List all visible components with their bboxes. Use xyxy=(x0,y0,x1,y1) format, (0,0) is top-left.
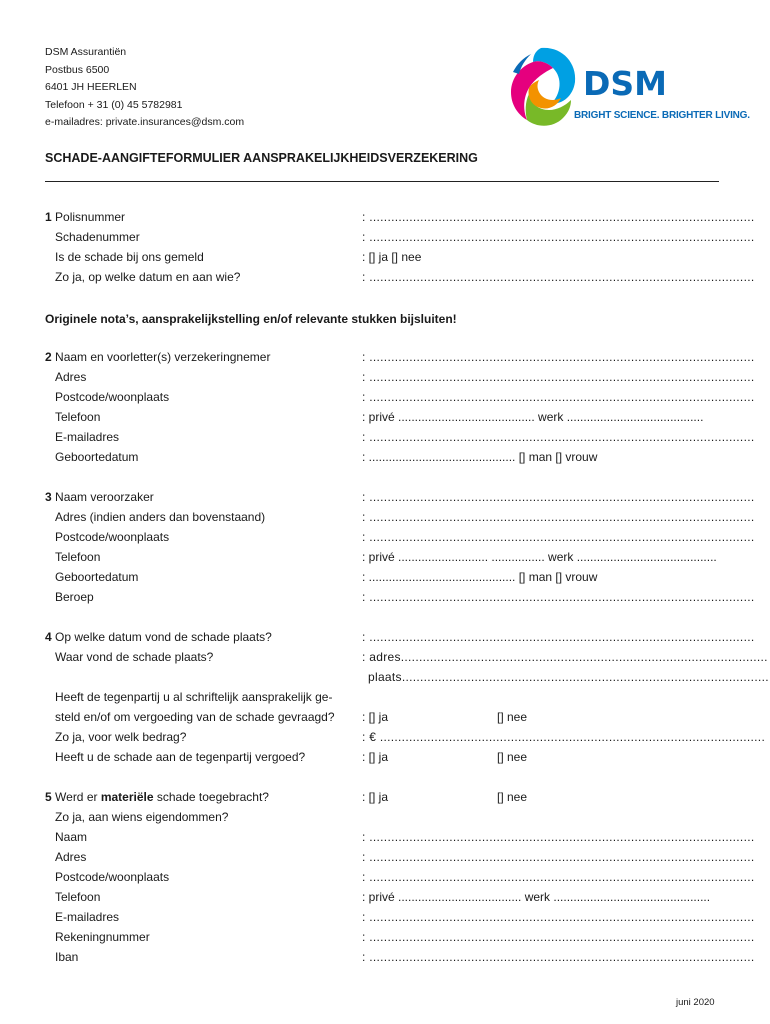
schadedatum-label: 4 Op welke datum vond de schade plaats? xyxy=(45,630,272,644)
tegenpartij-nee-checkbox[interactable]: [] nee xyxy=(497,710,528,724)
address-postbus: Postbus 6500 xyxy=(45,63,110,76)
row-postcode xyxy=(0,390,770,410)
wiens-label: Zo ja, aan wiens eigendommen? xyxy=(55,810,229,824)
tegenpartij-ja-checkbox[interactable]: : [] ja xyxy=(362,710,389,724)
form-title: SCHADE-AANGIFTEFORMULIER AANSPRAKELIJKHEIDSVERZEKERING xyxy=(45,151,478,165)
row-postcode-veroorzaker xyxy=(0,530,770,550)
gemeld-label: Is de schade bij ons gemeld xyxy=(55,250,204,264)
email-label: E-mailadres xyxy=(55,430,120,444)
row-bedrag xyxy=(0,730,770,750)
row-wiens xyxy=(0,810,770,830)
materiele-ja-checkbox[interactable]: : [] ja xyxy=(362,790,389,804)
postcode-field[interactable]: : .......................................................................................................... xyxy=(362,390,755,404)
row-rekeningnummer xyxy=(0,930,770,950)
naam-veroorzaker-label: 3 Naam veroorzaker xyxy=(45,490,154,504)
zoja-field[interactable]: : .......................................................................................................... xyxy=(362,270,755,284)
row-adres-veroorzaker xyxy=(0,510,770,530)
polisnummer-label: 1 Polisnummer xyxy=(45,210,126,224)
row-polisnummer xyxy=(0,210,770,230)
adres-veroorzaker-label: Adres (indien anders dan bovenstaand) xyxy=(55,510,266,524)
address-phone: Telefoon + 31 (0) 45 5782981 xyxy=(45,98,183,111)
address-email: e-mailadres: private.insurances@dsm.com xyxy=(45,116,245,128)
geboortedatum-field[interactable]: : ............................................ [] man [] vrouw xyxy=(362,450,598,464)
postcode-veroorzaker-field[interactable]: : .......................................................................................................... xyxy=(362,530,755,544)
materiele-schade-label: 5 Werd er materiële schade toegebracht? xyxy=(45,790,269,804)
attachments-note: Originele nota’s, aansprakelijkstelling en/of relevante stukken bijsluiten! xyxy=(45,312,457,326)
adres-label: Adres xyxy=(55,370,87,384)
row-telefoon-veroorzaker xyxy=(0,550,770,570)
row-naam-veroorzaker xyxy=(0,490,770,510)
rekeningnummer-label: Rekeningnummer xyxy=(55,930,150,944)
logo-tagline: BRIGHT SCIENCE. BRIGHTER LIVING. xyxy=(574,110,750,121)
footer-date: juni 2020 xyxy=(676,997,715,1008)
eigenaar-email-field[interactable]: : .......................................................................................................... xyxy=(362,910,755,924)
row-schadenummer xyxy=(0,230,770,250)
eigenaar-postcode-label: Postcode/woonplaats xyxy=(55,870,170,884)
adres-veroorzaker-field[interactable]: : .......................................................................................................... xyxy=(362,510,755,524)
row-eigenaar-email xyxy=(0,910,770,930)
row-naam-verzekeringnemer xyxy=(0,350,770,370)
schadeplaats-label: Waar vond de schade plaats? xyxy=(55,650,214,664)
telefoon-veroorzaker-field[interactable]: : privé ........................... ................ werk .......................................... xyxy=(362,550,717,564)
tegenpartij-label-2: steld en/of om vergoeding van de schade gevraagd? xyxy=(55,710,335,724)
schadenummer-label: Schadenummer xyxy=(55,230,140,244)
dsm-logo xyxy=(503,44,750,132)
email-field[interactable]: : .......................................................................................................... xyxy=(362,430,755,444)
schadeplaats-adres-field[interactable]: : adres..................................................................................................... xyxy=(362,650,768,664)
iban-label: Iban xyxy=(55,950,79,964)
address-company: DSM Assurantiën xyxy=(45,46,127,58)
row-eigenaar-adres xyxy=(0,850,770,870)
row-email xyxy=(0,430,770,450)
eigenaar-telefoon-label: Telefoon xyxy=(55,890,101,904)
naam-veroorzaker-field[interactable]: : .......................................................................................................... xyxy=(362,490,755,504)
eigenaar-email-label: E-mailadres xyxy=(55,910,120,924)
gemeld-checkboxes[interactable]: : [] ja [] nee xyxy=(362,250,422,264)
geboortedatum-veroorzaker-label: Geboortedatum xyxy=(55,570,139,584)
eigenaar-naam-label: Naam xyxy=(55,830,88,844)
row-schadedatum xyxy=(0,630,770,650)
row-tegenpartij-1 xyxy=(0,690,770,710)
row-adres xyxy=(0,370,770,390)
vergoed-nee-checkbox[interactable]: [] nee xyxy=(497,750,528,764)
row-geboortedatum-veroorzaker xyxy=(0,570,770,590)
row-eigenaar-naam xyxy=(0,830,770,850)
title-divider xyxy=(45,181,719,182)
eigenaar-naam-field[interactable]: : .......................................................................................................... xyxy=(362,830,755,844)
eigenaar-adres-field[interactable]: : .......................................................................................................... xyxy=(362,850,755,864)
row-telefoon xyxy=(0,410,770,430)
beroep-field[interactable]: : .......................................................................................................... xyxy=(362,590,755,604)
row-schadeplaats-plaats xyxy=(0,670,770,690)
materiele-nee-checkbox[interactable]: [] nee xyxy=(497,790,528,804)
eigenaar-adres-label: Adres xyxy=(55,850,87,864)
rekeningnummer-field[interactable]: : .......................................................................................................... xyxy=(362,930,755,944)
schadedatum-field[interactable]: : .......................................................................................................... xyxy=(362,630,755,644)
telefoon-veroorzaker-label: Telefoon xyxy=(55,550,101,564)
bedrag-field[interactable]: : € .......................................................................................................... xyxy=(362,730,766,744)
geboortedatum-veroorzaker-field[interactable]: : ............................................ [] man [] vrouw xyxy=(362,570,598,584)
schadenummer-field[interactable]: : .......................................................................................................... xyxy=(362,230,755,244)
address-city: 6401 JH HEERLEN xyxy=(45,81,137,93)
iban-field[interactable]: : .......................................................................................................... xyxy=(362,950,755,964)
naam-verzekeringnemer-field[interactable]: : .......................................................................................................... xyxy=(362,350,755,364)
bedrag-label: Zo ja, voor welk bedrag? xyxy=(55,730,187,744)
row-eigenaar-telefoon xyxy=(0,890,770,910)
vergoed-label: Heeft u de schade aan de tegenpartij vergoed? xyxy=(55,750,306,764)
eigenaar-telefoon-field[interactable]: : privé ..................................... werk ............................................... xyxy=(362,890,711,904)
telefoon-field[interactable]: : privé ......................................... werk ......................................... xyxy=(362,410,704,424)
row-schadeplaats xyxy=(0,650,770,670)
row-zoja xyxy=(0,270,770,290)
naam-verzekeringnemer-label: 2 Naam en voorletter(s) verzekeringnemer xyxy=(45,350,271,364)
schadeplaats-plaats-field[interactable]: plaats..................................................................................................... xyxy=(368,670,769,684)
sender-address xyxy=(45,44,244,132)
row-iban xyxy=(0,950,770,970)
row-vergoed xyxy=(0,750,770,770)
zoja-label: Zo ja, op welke datum en aan wie? xyxy=(55,270,241,284)
polisnummer-field[interactable]: : .......................................................................................................... xyxy=(362,210,755,224)
row-geboortedatum xyxy=(0,450,770,470)
postcode-veroorzaker-label: Postcode/woonplaats xyxy=(55,530,170,544)
row-beroep xyxy=(0,590,770,610)
beroep-label: Beroep xyxy=(55,590,94,604)
tegenpartij-label-1: Heeft de tegenpartij u al schriftelijk aansprakelijk ge- xyxy=(55,690,333,704)
row-tegenpartij-2 xyxy=(0,710,770,730)
geboortedatum-label: Geboortedatum xyxy=(55,450,139,464)
logo-wordmark: DSM xyxy=(583,64,667,103)
vergoed-ja-checkbox[interactable]: : [] ja xyxy=(362,750,389,764)
row-eigenaar-postcode xyxy=(0,870,770,890)
eigenaar-postcode-field[interactable]: : .......................................................................................................... xyxy=(362,870,755,884)
telefoon-label: Telefoon xyxy=(55,410,101,424)
postcode-label: Postcode/woonplaats xyxy=(55,390,170,404)
row-gemeld xyxy=(0,250,770,270)
dsm-logo-mark xyxy=(503,44,579,132)
adres-field[interactable]: : .......................................................................................................... xyxy=(362,370,755,384)
row-materiele-schade xyxy=(0,790,770,810)
